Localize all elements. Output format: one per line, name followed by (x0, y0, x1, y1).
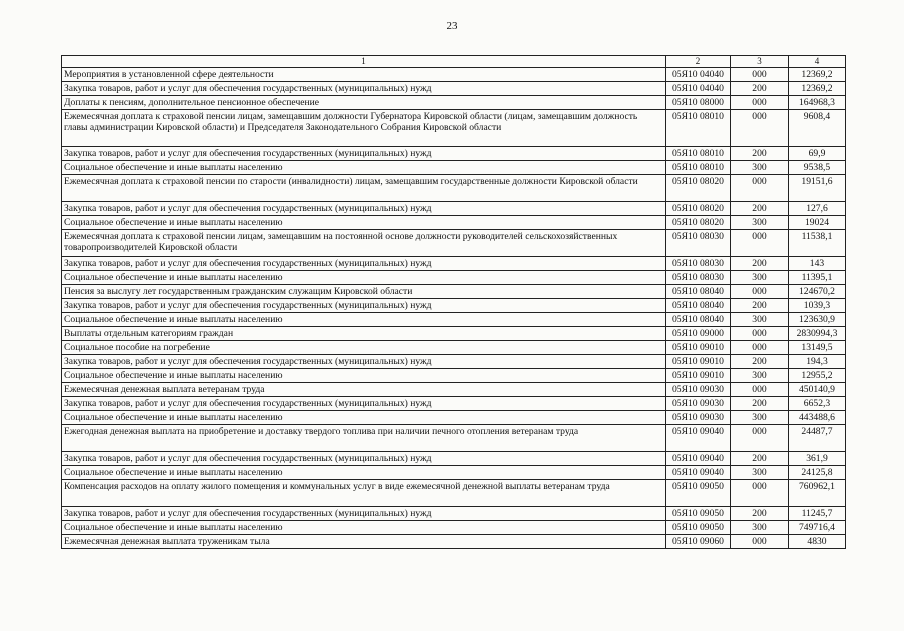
row-code-cell: 05Я10 08010 (666, 161, 731, 175)
row-name-cell: Социальное пособие на погребение (62, 341, 666, 355)
row-type-cell: 000 (731, 327, 789, 341)
row-name-cell: Доплаты к пенсиям, дополнительное пенсионное обеспечение (62, 96, 666, 110)
row-name-cell: Ежемесячная денежная выплата труженикам тыла (62, 535, 666, 549)
page-number: 23 (446, 20, 458, 32)
row-amount-cell: 24125,8 (789, 466, 846, 480)
row-amount-cell: 12369,2 (789, 68, 846, 82)
row-name-cell: Закупка товаров, работ и услуг для обеспечения государственных (муниципальных) нужд (62, 202, 666, 216)
table-row (62, 175, 846, 202)
row-type-cell: 200 (731, 257, 789, 271)
table-row (62, 383, 846, 397)
row-code-cell: 05Я10 08040 (666, 313, 731, 327)
row-code-cell: 05Я10 09060 (666, 535, 731, 549)
row-code-cell: 05Я10 09010 (666, 369, 731, 383)
row-amount-cell: 11245,7 (789, 507, 846, 521)
table-row (62, 452, 846, 466)
table-row (62, 271, 846, 285)
table-row (62, 161, 846, 175)
row-amount-cell: 11538,1 (789, 230, 846, 257)
row-amount-cell: 19151,6 (789, 175, 846, 202)
row-code-cell: 05Я10 04040 (666, 82, 731, 96)
row-amount-cell: 9608,4 (789, 110, 846, 147)
row-amount-cell: 127,6 (789, 202, 846, 216)
row-type-cell: 000 (731, 175, 789, 202)
row-code-cell: 05Я10 08010 (666, 110, 731, 147)
table-row (62, 147, 846, 161)
row-type-cell: 300 (731, 521, 789, 535)
row-name-cell: Закупка товаров, работ и услуг для обеспечения государственных (муниципальных) нужд (62, 507, 666, 521)
table-row (62, 285, 846, 299)
table-row (62, 369, 846, 383)
row-type-cell: 200 (731, 397, 789, 411)
row-code-cell: 05Я10 09030 (666, 411, 731, 425)
row-code-cell: 05Я10 08010 (666, 147, 731, 161)
table-row (62, 521, 846, 535)
row-name-cell: Закупка товаров, работ и услуг для обеспечения государственных (муниципальных) нужд (62, 452, 666, 466)
header-col-type: 3 (731, 56, 789, 68)
row-amount-cell: 12369,2 (789, 82, 846, 96)
row-name-cell: Ежемесячная доплата к страховой пенсии по старости (инвалидности) лицам, замещавшим государственные должности Кировской области (62, 175, 666, 202)
row-name-cell: Социальное обеспечение и иные выплаты населению (62, 411, 666, 425)
row-name-cell: Социальное обеспечение и иные выплаты населению (62, 216, 666, 230)
row-amount-cell: 13149,5 (789, 341, 846, 355)
table-row (62, 257, 846, 271)
table-row (62, 411, 846, 425)
table-row (62, 82, 846, 96)
row-name-cell: Компенсация расходов на оплату жилого помещения и коммунальных услуг в виде ежемесячной денежной выплаты ветеранам труда (62, 480, 666, 507)
table-row (62, 299, 846, 313)
row-code-cell: 05Я10 08020 (666, 202, 731, 216)
row-type-cell: 000 (731, 480, 789, 507)
row-type-cell: 000 (731, 96, 789, 110)
row-type-cell: 300 (731, 271, 789, 285)
row-code-cell: 05Я10 09040 (666, 466, 731, 480)
row-amount-cell: 11395,1 (789, 271, 846, 285)
row-code-cell: 05Я10 09050 (666, 521, 731, 535)
row-name-cell: Закупка товаров, работ и услуг для обеспечения государственных (муниципальных) нужд (62, 299, 666, 313)
row-amount-cell: 4830 (789, 535, 846, 549)
table-row (62, 230, 846, 257)
table-row (62, 96, 846, 110)
row-code-cell: 05Я10 09040 (666, 425, 731, 452)
row-type-cell: 000 (731, 425, 789, 452)
row-amount-cell: 749716,4 (789, 521, 846, 535)
table-row (62, 110, 846, 147)
row-name-cell: Ежемесячная денежная выплата ветеранам труда (62, 383, 666, 397)
table-row (62, 216, 846, 230)
row-code-cell: 05Я10 09010 (666, 355, 731, 369)
row-type-cell: 200 (731, 202, 789, 216)
row-name-cell: Закупка товаров, работ и услуг для обеспечения государственных (муниципальных) нужд (62, 257, 666, 271)
row-amount-cell: 194,3 (789, 355, 846, 369)
row-type-cell: 200 (731, 507, 789, 521)
row-type-cell: 300 (731, 466, 789, 480)
row-code-cell: 05Я10 04040 (666, 68, 731, 82)
row-type-cell: 000 (731, 230, 789, 257)
row-amount-cell: 143 (789, 257, 846, 271)
table-row (62, 355, 846, 369)
row-type-cell: 200 (731, 452, 789, 466)
row-type-cell: 000 (731, 383, 789, 397)
row-code-cell: 05Я10 08020 (666, 175, 731, 202)
row-code-cell: 05Я10 08030 (666, 230, 731, 257)
table-row (62, 341, 846, 355)
row-type-cell: 300 (731, 369, 789, 383)
row-type-cell: 300 (731, 161, 789, 175)
table-row (62, 68, 846, 82)
row-type-cell: 300 (731, 313, 789, 327)
row-type-cell: 000 (731, 285, 789, 299)
row-code-cell: 05Я10 09000 (666, 327, 731, 341)
row-code-cell: 05Я10 08040 (666, 299, 731, 313)
row-code-cell: 05Я10 09050 (666, 507, 731, 521)
header-col-amount: 4 (789, 56, 846, 68)
row-code-cell: 05Я10 08040 (666, 285, 731, 299)
table-row (62, 425, 846, 452)
row-name-cell: Ежемесячная доплата к страховой пенсии лицам, замещавшим на постоянной основе должности руководителей сельскохозяйственных товаропроизводителей Кировской области (62, 230, 666, 257)
row-amount-cell: 124670,2 (789, 285, 846, 299)
row-code-cell: 05Я10 09030 (666, 397, 731, 411)
row-code-cell: 05Я10 08020 (666, 216, 731, 230)
row-amount-cell: 443488,6 (789, 411, 846, 425)
row-name-cell: Закупка товаров, работ и услуг для обеспечения государственных (муниципальных) нужд (62, 82, 666, 96)
header-col-code: 2 (666, 56, 731, 68)
table-row (62, 313, 846, 327)
row-name-cell: Закупка товаров, работ и услуг для обеспечения государственных (муниципальных) нужд (62, 355, 666, 369)
table-row (62, 480, 846, 507)
row-code-cell: 05Я10 09050 (666, 480, 731, 507)
row-name-cell: Пенсия за выслугу лет государственным гражданским служащим Кировской области (62, 285, 666, 299)
row-code-cell: 05Я10 08000 (666, 96, 731, 110)
row-amount-cell: 760962,1 (789, 480, 846, 507)
row-type-cell: 300 (731, 216, 789, 230)
row-type-cell: 000 (731, 341, 789, 355)
row-amount-cell: 2830994,3 (789, 327, 846, 341)
row-amount-cell: 9538,5 (789, 161, 846, 175)
row-amount-cell: 123630,9 (789, 313, 846, 327)
table-body (62, 68, 846, 549)
table-row (62, 507, 846, 521)
row-amount-cell: 1039,3 (789, 299, 846, 313)
row-code-cell: 05Я10 09030 (666, 383, 731, 397)
row-name-cell: Закупка товаров, работ и услуг для обеспечения государственных (муниципальных) нужд (62, 147, 666, 161)
row-code-cell: 05Я10 08030 (666, 271, 731, 285)
row-type-cell: 200 (731, 355, 789, 369)
row-amount-cell: 19024 (789, 216, 846, 230)
row-type-cell: 200 (731, 299, 789, 313)
row-name-cell: Социальное обеспечение и иные выплаты населению (62, 271, 666, 285)
row-type-cell: 000 (731, 535, 789, 549)
row-name-cell: Социальное обеспечение и иные выплаты населению (62, 466, 666, 480)
row-name-cell: Социальное обеспечение и иные выплаты населению (62, 313, 666, 327)
row-name-cell: Выплаты отдельным категориям граждан (62, 327, 666, 341)
row-name-cell: Ежемесячная доплата к страховой пенсии лицам, замещавшим должности Губернатора Кировской области (лицам, замещавшим должность главы администрации Кировской области) и Председателя Законодательного Собрания Кировской области (62, 110, 666, 147)
row-amount-cell: 69,9 (789, 147, 846, 161)
row-amount-cell: 450140,9 (789, 383, 846, 397)
row-type-cell: 000 (731, 110, 789, 147)
row-amount-cell: 24487,7 (789, 425, 846, 452)
table-row (62, 535, 846, 549)
row-name-cell: Ежегодная денежная выплата на приобретение и доставку твердого топлива при наличии печного отопления ветеранам труда (62, 425, 666, 452)
row-amount-cell: 164968,3 (789, 96, 846, 110)
table-row (62, 202, 846, 216)
table-row (62, 327, 846, 341)
row-name-cell: Социальное обеспечение и иные выплаты населению (62, 521, 666, 535)
row-name-cell: Мероприятия в установленной сфере деятельности (62, 68, 666, 82)
row-type-cell: 300 (731, 411, 789, 425)
table-header-row (62, 56, 846, 68)
row-type-cell: 200 (731, 82, 789, 96)
row-code-cell: 05Я10 08030 (666, 257, 731, 271)
row-name-cell: Социальное обеспечение и иные выплаты населению (62, 369, 666, 383)
row-code-cell: 05Я10 09010 (666, 341, 731, 355)
row-type-cell: 000 (731, 68, 789, 82)
budget-table (61, 55, 846, 549)
row-name-cell: Социальное обеспечение и иные выплаты населению (62, 161, 666, 175)
row-amount-cell: 361,9 (789, 452, 846, 466)
row-code-cell: 05Я10 09040 (666, 452, 731, 466)
row-amount-cell: 6652,3 (789, 397, 846, 411)
table-row (62, 397, 846, 411)
row-amount-cell: 12955,2 (789, 369, 846, 383)
row-type-cell: 200 (731, 147, 789, 161)
table-row (62, 466, 846, 480)
row-name-cell: Закупка товаров, работ и услуг для обеспечения государственных (муниципальных) нужд (62, 397, 666, 411)
header-col-name: 1 (62, 56, 666, 68)
